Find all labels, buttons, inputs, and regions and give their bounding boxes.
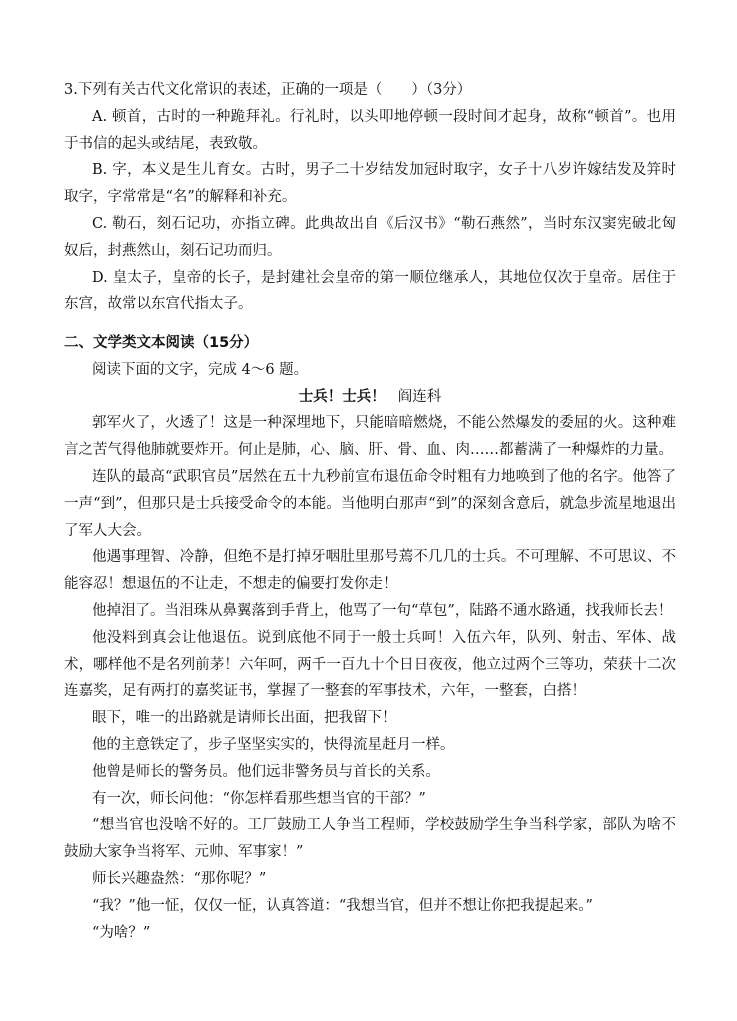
- option-a: A. 顿首，古时的一种跪拜礼。行礼时，以头叩地停顿一段时间才起身，故称“顿首”。也用于书信的起头或结尾，表致敬。: [64, 108, 676, 152]
- article-author: 阎连科: [397, 388, 442, 405]
- article-paragraph: “想当官也没啥不好的。工厂鼓励工人争当工程师，学校鼓励学生争当科学家，部队为啥不鼓励大家争当将军、元帅、军事家！”: [64, 817, 676, 861]
- article-paragraph: 眼下，唯一的出路就是请师长出面，把我留下！: [92, 710, 397, 727]
- article-paragraph: “为啥？”: [92, 924, 151, 941]
- article-paragraph: 师长兴趣盎然：“那你呢？”: [92, 870, 267, 887]
- article-paragraph: 连队的最高“武职官员”居然在五十九秒前宣布退伍命令时粗有力地唤到了他的名字。他答了一声“到”，但那只是士兵接受命令的本能。当他明白那声“到”的深刻含意后，就急步流星地退出了军人大会。: [64, 468, 676, 539]
- question-3: [64, 77, 676, 318]
- article-paragraph: “我？”他一怔，仅仅一怔，认真答道：“我想当官，但并不想让你把我提起来。”: [92, 897, 593, 914]
- section-heading: 二、文学类文本阅读（15分）: [64, 335, 259, 351]
- question-stem: 3.下列有关古代文化常识的表述，正确的一项是（ ）（3分）: [64, 82, 472, 98]
- article-paragraph: 他的主意铁定了，步子坚坚实实的，快得流星赶月一样。: [92, 736, 455, 753]
- option-d: D. 皇太子，皇帝的长子，是封建社会皇帝的第一顺位继承人，其地位仅次于皇帝。居住于东宫，故常以东宫代指太子。: [64, 269, 676, 313]
- article-paragraph: 他掉泪了。当泪珠从鼻翼落到手背上，他骂了一句“草包”，陆路不通水路通，找我师长去！: [92, 602, 673, 619]
- article-paragraph: 他曾是师长的警务员。他们远非警务员与首长的关系。: [92, 763, 440, 780]
- option-b: B. 字，本义是生儿育女。古时，男子二十岁结发加冠时取字，女子十八岁许嫁结发及笄时取字，字常常是“名”的解释和补充。: [64, 162, 676, 206]
- section-literary-reading: [64, 330, 676, 946]
- article-paragraph: 他没料到真会让他退伍。说到底他不同于一般士兵呵！入伍六年，队列、射击、军体、战术，哪样他不是名列前茅！六年呵，两千一百九十个日日夜夜，他立过两个三等功，荣获十二次连嘉奖，足有两打的嘉奖证书，掌握了一整套的军事技术，六年，一整套，白搭！: [64, 629, 676, 700]
- article-paragraph: 有一次，师长问他：“你怎样看那些想当官的干部？”: [92, 790, 426, 807]
- option-c: C. 勒石，刻石记功，亦指立碑。此典故出自《后汉书》“勒石燕然”，当时东汉窦宪破北匈奴后，封燕然山，刻石记功而归。: [64, 215, 676, 259]
- article-paragraph: 郭军火了，火透了！这是一种深埋地下，只能暗暗燃烧，不能公然爆发的委屈的火。这种难言之苦气得他肺就要炸开。何止是肺，心、脑、肝、骨、血、肉……都蓄满了一种爆炸的力量。: [64, 415, 676, 459]
- article-title-line: [64, 384, 676, 411]
- article-paragraph: 他遇事理智、冷静，但绝不是打掉牙咽肚里那号蔫不几几的士兵。不可理解、不可思议、不能容忍！想退伍的不让走，不想走的偏要打发你走！: [64, 549, 676, 593]
- section-instruction: 阅读下面的文字，完成 4～6 题。: [92, 361, 309, 378]
- article-title: 士兵！士兵！: [298, 388, 386, 405]
